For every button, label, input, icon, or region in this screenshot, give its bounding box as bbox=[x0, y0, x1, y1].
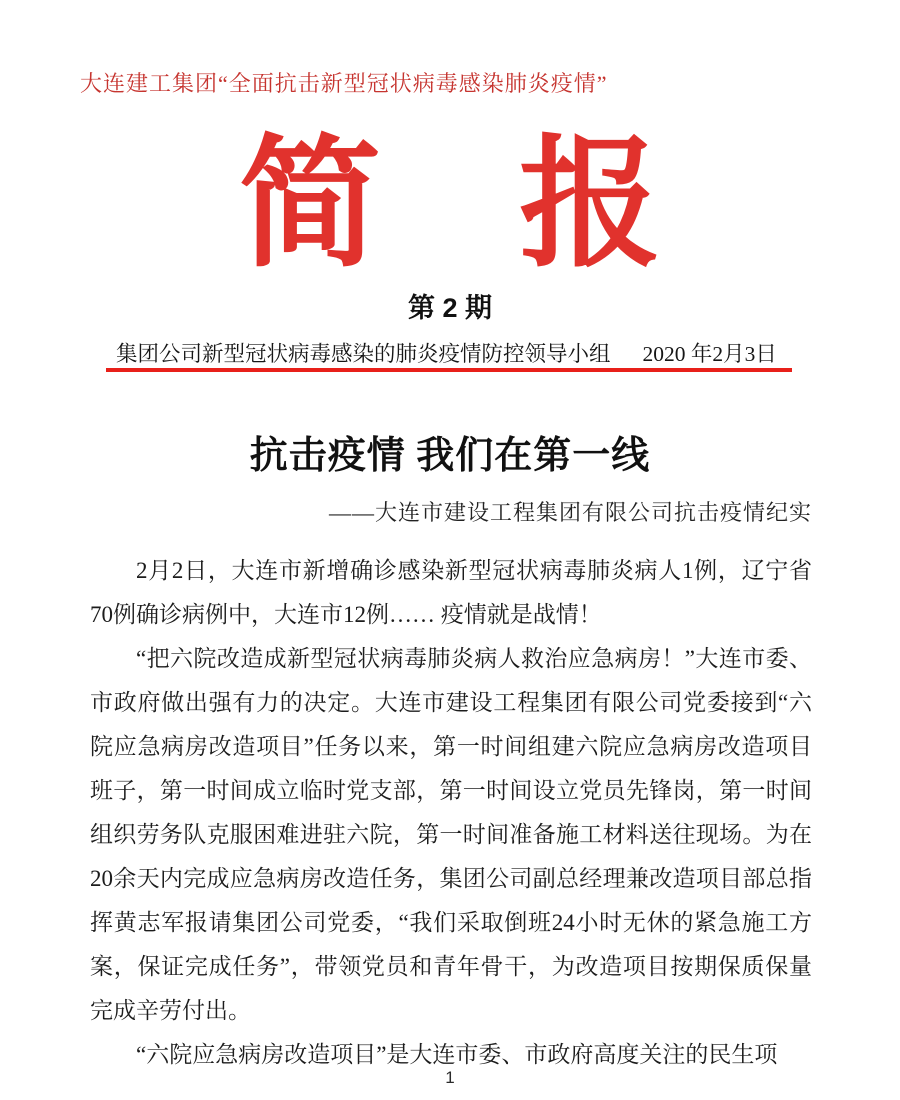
body-paragraph: “六院应急病房改造项目”是大连市委、市政府高度关注的民生项 bbox=[136, 1042, 778, 1067]
page-number: 1 bbox=[445, 1068, 455, 1087]
body-paragraph: “把六院改造成新型冠状病毒肺炎病人救治应急病房！”大连市委、市政府做出强有力的决定。大连市建设工程集团有限公司党委接到“六院应急病房改造项目”任务以来，第一时间组建六院应急病房改造项目班子，第一时间成立临时党支部，第一时间设立党员先锋岗，第一时间组织劳务队克服困难进驻六院，第一时间准备施工材料送往现场。为在20余天内完成应急病房改造任务，集团公司副总经理兼改造项目部总指挥黄志军报请集团公司党委，“我们采取倒班24小时无休的紧急施工方案，保证完成任务”，带领党员和青年骨干，为改造项目按期保质保量完成辛劳付出。 bbox=[90, 646, 812, 1023]
article-title: 抗击疫情 我们在第一线 bbox=[249, 435, 651, 477]
masthead-divider-rule bbox=[106, 368, 792, 372]
article-subtitle: ——大连市建设工程集团有限公司抗击疫情纪实 bbox=[328, 500, 812, 525]
publisher-name: 集团公司新型冠状病毒感染的肺炎疫情防控领导小组 bbox=[116, 342, 611, 366]
masthead-meta bbox=[106, 337, 792, 368]
bulletin-title bbox=[0, 125, 900, 284]
bulletin-title-char-1: 简 bbox=[239, 125, 381, 284]
issue-number: 第 2 期 bbox=[407, 293, 493, 323]
issue-date: 2020 年2月3日 bbox=[642, 342, 777, 366]
bulletin-title-char-2: 报 bbox=[519, 125, 661, 284]
body-paragraph: 2月2日，大连市新增确诊感染新型冠状病毒肺炎病人1例，辽宁省70例确诊病例中，大连市12例…… 疫情就是战情！ bbox=[90, 558, 812, 627]
masthead-slogan: 大连建工集团“全面抗击新型冠状病毒感染肺炎疫情” bbox=[80, 71, 608, 96]
article-body bbox=[90, 549, 812, 1077]
